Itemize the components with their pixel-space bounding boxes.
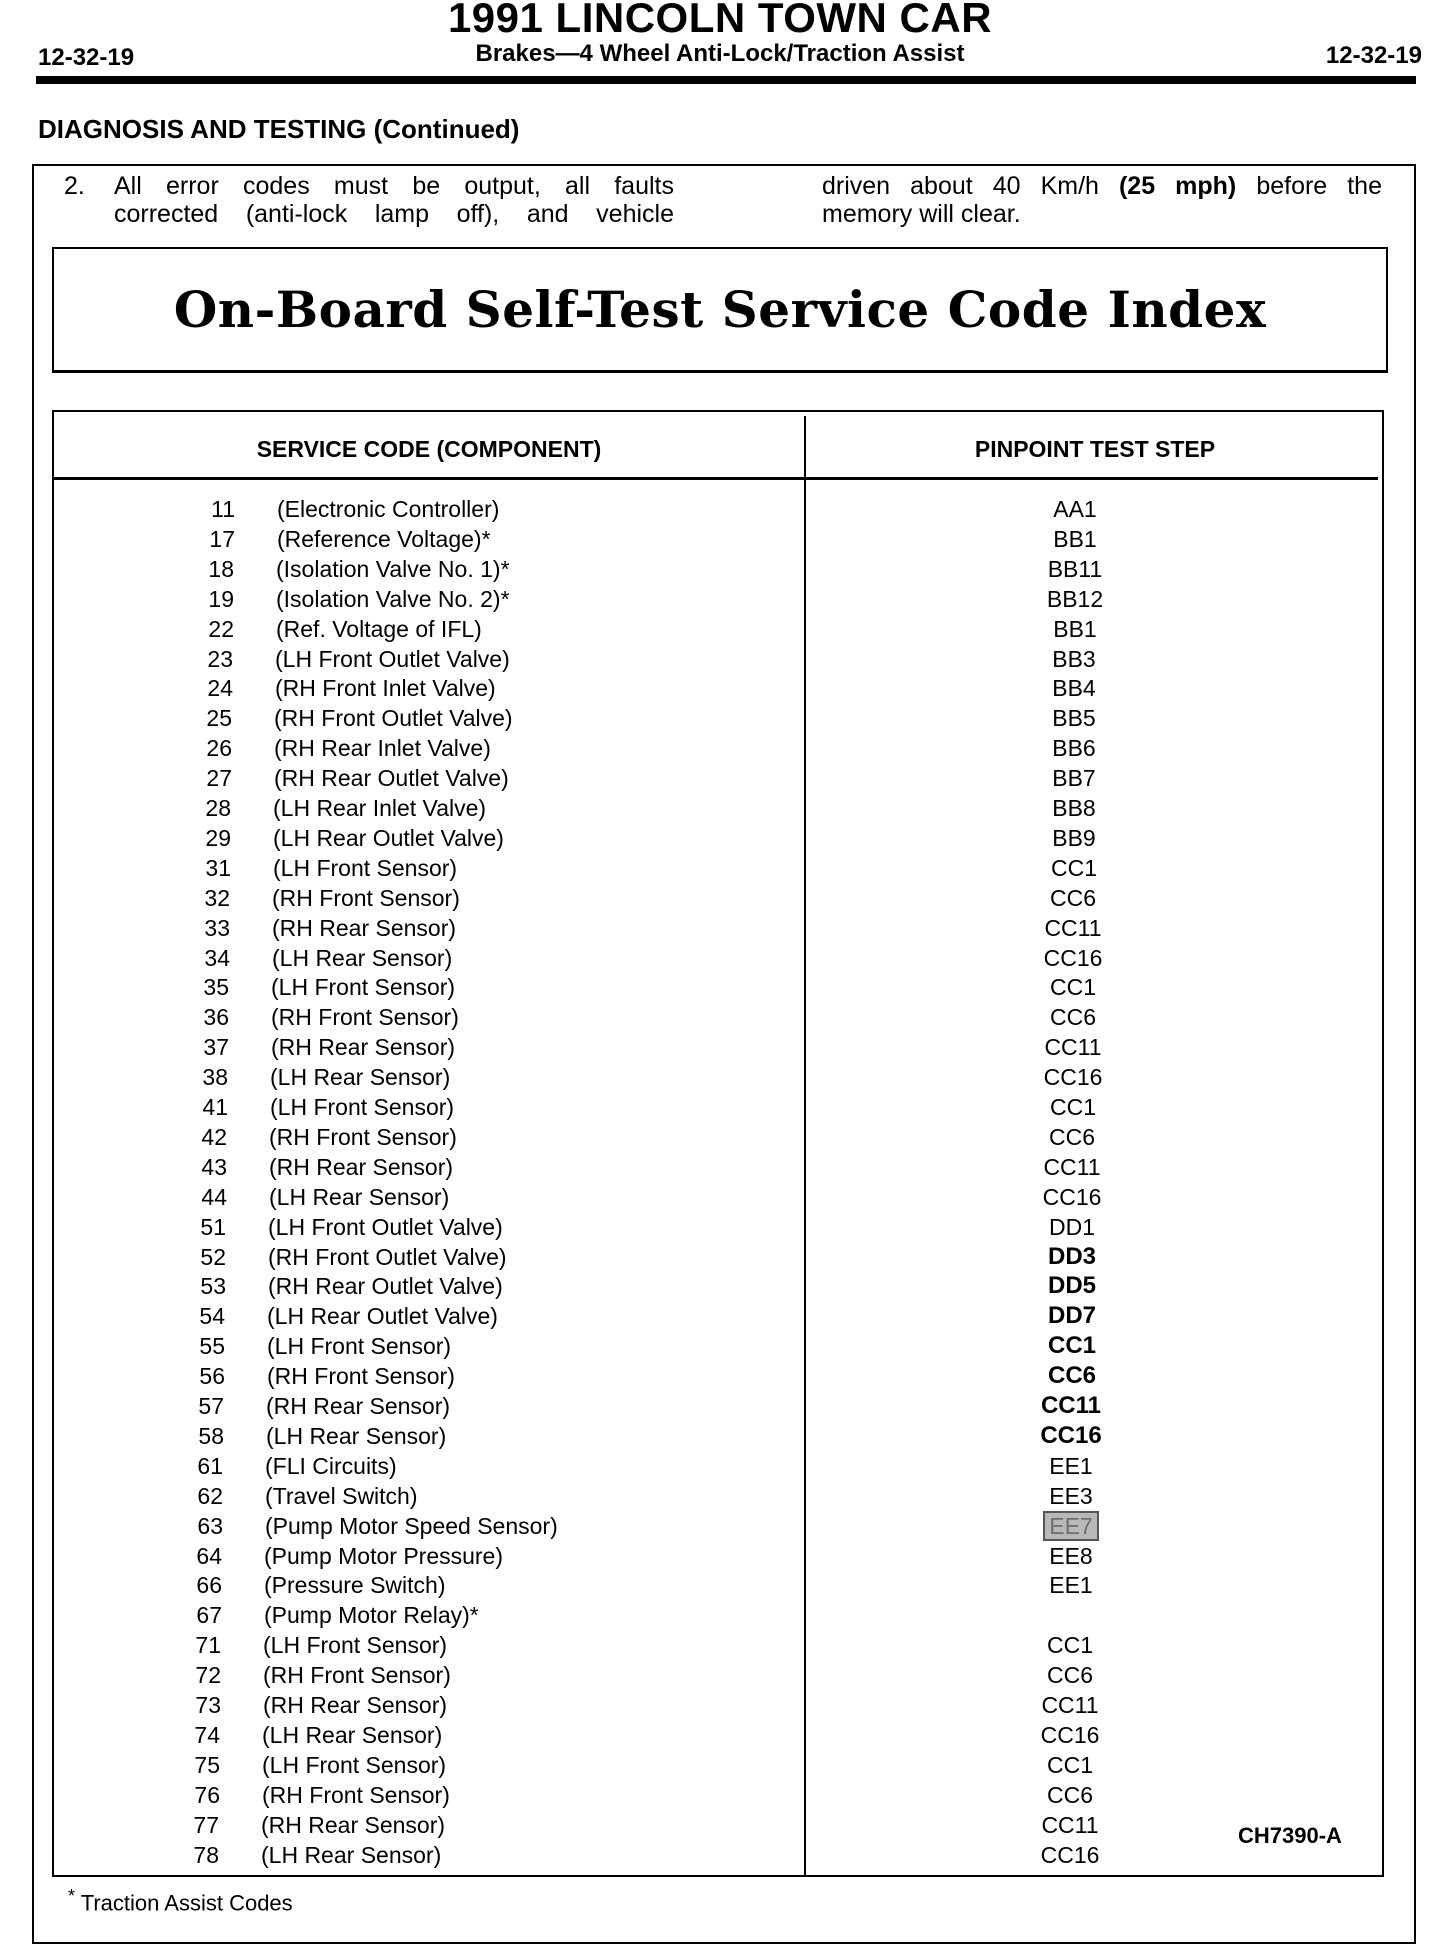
- pinpoint-test-step: [973, 883, 1173, 913]
- pinpoint-test-step: [970, 1750, 1170, 1780]
- component-name: (RH Rear Sensor): [272, 915, 457, 941]
- component-name: (LH Rear Sensor): [262, 1722, 443, 1748]
- service-code: 56: [199, 1363, 225, 1389]
- pinpoint-test-step: [974, 853, 1174, 883]
- pinpoint-test-step-value: DD1: [1048, 1214, 1095, 1240]
- component-name: (Reference Voltage)*: [277, 526, 491, 552]
- service-code: 17: [209, 526, 235, 552]
- component-name: (LH Rear Inlet Valve): [273, 795, 487, 821]
- service-code: 22: [208, 616, 234, 642]
- service-code: 31: [205, 855, 231, 881]
- component-name: (Electronic Controller): [277, 496, 500, 522]
- service-code: 32: [204, 885, 230, 911]
- pinpoint-test-step: [975, 614, 1175, 644]
- component-name: (RH Rear Inlet Valve): [274, 735, 491, 761]
- pinpoint-test-step: [974, 763, 1174, 793]
- component-name: (RH Front Outlet Valve): [274, 705, 513, 731]
- component-name: (LH Rear Outlet Valve): [273, 825, 504, 851]
- note-right-tail: before the: [1256, 172, 1382, 200]
- pinpoint-test-step: [974, 733, 1174, 763]
- service-code: 41: [202, 1094, 228, 1120]
- service-code: 76: [194, 1782, 220, 1808]
- pinpoint-test-step: [973, 1092, 1173, 1122]
- pinpoint-test-step: [971, 1421, 1171, 1451]
- pinpoint-test-step: [974, 703, 1174, 733]
- component-name: (LH Front Sensor): [263, 1632, 448, 1658]
- service-code: 74: [194, 1722, 220, 1748]
- pinpoint-test-step: [972, 1182, 1172, 1212]
- service-code: 61: [197, 1453, 223, 1479]
- service-code: 43: [201, 1154, 227, 1180]
- pinpoint-test-step-value: CC11: [1041, 1812, 1099, 1838]
- pinpoint-test-step-value: CC11: [1044, 1034, 1102, 1060]
- service-code: 44: [201, 1184, 227, 1210]
- pinpoint-test-step: [972, 1242, 1172, 1272]
- pinpoint-test-step: [972, 1152, 1172, 1182]
- pinpoint-test-step: [972, 1301, 1172, 1331]
- pinpoint-test-step: [970, 1690, 1170, 1720]
- service-code: 38: [202, 1064, 228, 1090]
- pinpoint-test-step: [971, 1451, 1171, 1481]
- component-name: (Travel Switch): [265, 1483, 418, 1509]
- component-name: (LH Front Sensor): [270, 1094, 455, 1120]
- component-name: (RH Front Sensor): [267, 1363, 455, 1389]
- page-number-left: 12-32-19: [38, 44, 135, 71]
- pinpoint-test-step-value: DD3: [1047, 1243, 1096, 1270]
- pinpoint-test-step-value: BB8: [1052, 795, 1096, 821]
- component-name: (LH Front Sensor): [271, 974, 456, 1000]
- service-code: 36: [203, 1004, 229, 1030]
- service-code: 24: [207, 675, 233, 701]
- service-code: 28: [205, 795, 231, 821]
- pinpoint-test-step-value: BB7: [1052, 765, 1096, 791]
- component-name: (RH Rear Sensor): [271, 1034, 456, 1060]
- pinpoint-test-step-value: DD5: [1047, 1272, 1096, 1299]
- pinpoint-test-step-value: CC6: [1048, 1124, 1095, 1150]
- pinpoint-test-step: [972, 1361, 1172, 1391]
- footnote: [68, 1886, 293, 1916]
- figure-id: CH7390-A: [1238, 1823, 1342, 1848]
- column-header-pinpoint-step: PINPOINT TEST STEP: [974, 436, 1216, 462]
- service-code: 26: [206, 735, 232, 761]
- component-name: (Pump Motor Relay)*: [264, 1602, 479, 1628]
- note-speed-mph: (25 mph): [1118, 172, 1237, 200]
- pinpoint-test-step-value: DD7: [1047, 1302, 1096, 1329]
- index-title: On-Board Self-Test Service Code Index: [173, 280, 1267, 339]
- component-name: (LH Front Outlet Valve): [268, 1214, 503, 1240]
- service-code: 77: [193, 1812, 219, 1838]
- pinpoint-test-step: [970, 1720, 1170, 1750]
- pinpoint-test-step: [975, 524, 1175, 554]
- service-code: 51: [200, 1214, 226, 1240]
- pinpoint-test-step-value: BB5: [1052, 705, 1096, 731]
- service-code: 71: [195, 1632, 221, 1658]
- pinpoint-test-step: [973, 913, 1173, 943]
- pinpoint-test-step-value: CC6: [1049, 885, 1096, 911]
- component-name: (LH Front Outlet Valve): [275, 646, 510, 672]
- pinpoint-test-step: [972, 1331, 1172, 1361]
- component-name: (Ref. Voltage of IFL): [276, 616, 482, 642]
- pinpoint-test-step-value: CC16: [1042, 1184, 1102, 1210]
- component-name: (LH Front Sensor): [267, 1333, 452, 1359]
- component-name: (RH Front Sensor): [272, 885, 460, 911]
- service-code: 62: [197, 1483, 223, 1509]
- pinpoint-test-step: [973, 972, 1173, 1002]
- pinpoint-test-step-value: BB1: [1053, 616, 1097, 642]
- service-code: 18: [208, 556, 234, 582]
- service-code: 33: [204, 915, 230, 941]
- component-name: (LH Front Sensor): [262, 1752, 447, 1778]
- component-name: (LH Rear Sensor): [272, 945, 453, 971]
- pinpoint-test-step-value: CC16: [1040, 1842, 1100, 1868]
- service-code: 73: [195, 1692, 221, 1718]
- pinpoint-test-step-value: CC16: [1040, 1722, 1100, 1748]
- pinpoint-test-step-value: BB1: [1053, 526, 1097, 552]
- component-name: (FLI Circuits): [265, 1453, 397, 1479]
- note-left-line-2: corrected (anti-lock lamp off), and vehicle: [114, 200, 674, 228]
- pinpoint-test-step-value: BB9: [1052, 825, 1096, 851]
- note-speed-kmh: driven about 40 Km/h: [822, 172, 1099, 200]
- document-title: 1991 LINCOLN TOWN CAR: [447, 0, 993, 41]
- service-code: 67: [196, 1602, 222, 1628]
- pinpoint-test-step-value: BB3: [1052, 646, 1096, 672]
- pinpoint-test-step: [975, 494, 1175, 524]
- service-code: 27: [206, 765, 232, 791]
- table-header-rule: [54, 477, 1378, 480]
- pinpoint-test-step: [970, 1660, 1170, 1690]
- component-name: (RH Rear Sensor): [263, 1692, 448, 1718]
- pinpoint-test-step-value: CC1: [1046, 1632, 1093, 1658]
- service-code: 34: [204, 945, 230, 971]
- note-left-line-1: All error codes must be output, all faults: [114, 172, 674, 200]
- service-code: 29: [205, 825, 231, 851]
- pinpoint-test-step-value: CC11: [1040, 1392, 1102, 1419]
- pinpoint-test-step-value: BB6: [1052, 735, 1096, 761]
- service-code: 55: [199, 1333, 225, 1359]
- pinpoint-test-step: [970, 1810, 1170, 1840]
- pinpoint-test-step-value: CC11: [1044, 915, 1102, 941]
- component-name: (Isolation Valve No. 1)*: [276, 556, 510, 582]
- table-column-divider: [804, 416, 806, 1877]
- pinpoint-test-step: [974, 793, 1174, 823]
- pinpoint-test-step: [970, 1840, 1170, 1870]
- pinpoint-test-step: [970, 1630, 1170, 1660]
- pinpoint-test-step: [972, 1212, 1172, 1242]
- pinpoint-test-step: [973, 943, 1173, 973]
- component-name: (LH Rear Sensor): [270, 1064, 451, 1090]
- service-code: 53: [200, 1273, 226, 1299]
- component-name: (LH Rear Sensor): [266, 1423, 447, 1449]
- pinpoint-test-step: [971, 1511, 1171, 1541]
- section-heading: DIAGNOSIS AND TESTING (Continued): [38, 114, 520, 144]
- service-code: 25: [206, 705, 232, 731]
- pinpoint-test-step-value: BB11: [1047, 556, 1103, 582]
- note-number: 2.: [64, 172, 85, 200]
- pinpoint-test-step: [973, 1062, 1173, 1092]
- component-name: (Pressure Switch): [264, 1572, 446, 1598]
- pinpoint-test-step: [974, 823, 1174, 853]
- component-name: (RH Front Inlet Valve): [275, 675, 496, 701]
- pinpoint-test-step-value: CC11: [1043, 1154, 1101, 1180]
- pinpoint-test-step-value: CC1: [1049, 974, 1096, 1000]
- service-code: 66: [196, 1572, 222, 1598]
- pinpoint-test-step: [974, 644, 1174, 674]
- component-name: (RH Rear Outlet Valve): [268, 1273, 503, 1299]
- pinpoint-test-step-value: EE3: [1049, 1483, 1093, 1509]
- component-name: (Pump Motor Speed Sensor): [265, 1513, 558, 1539]
- footnote-mark: *: [68, 1886, 76, 1906]
- pinpoint-test-step-value: CC1: [1049, 1094, 1096, 1120]
- pinpoint-test-step-value: CC6: [1049, 1004, 1096, 1030]
- pinpoint-test-step: [971, 1570, 1171, 1600]
- pinpoint-test-step-value: CC1: [1046, 1752, 1093, 1778]
- pinpoint-test-step: [970, 1780, 1170, 1810]
- component-name: (Isolation Valve No. 2)*: [276, 586, 510, 612]
- service-code: 75: [194, 1752, 220, 1778]
- service-code: 35: [203, 974, 229, 1000]
- component-name: (RH Front Sensor): [271, 1004, 459, 1030]
- service-code: 58: [198, 1423, 224, 1449]
- pinpoint-test-step-value: EE7: [1045, 1513, 1096, 1539]
- component-name: (RH Rear Sensor): [261, 1812, 446, 1838]
- pinpoint-test-step: [974, 673, 1174, 703]
- document-subtitle: Brakes—4 Wheel Anti-Lock/Traction Assist: [475, 40, 965, 67]
- service-code: 42: [201, 1124, 227, 1150]
- pinpoint-test-step: [973, 1032, 1173, 1062]
- component-name: (Pump Motor Pressure): [264, 1543, 504, 1569]
- pinpoint-test-step-value: CC16: [1043, 1064, 1103, 1090]
- index-title-box: [52, 247, 1388, 373]
- pinpoint-test-step: [971, 1391, 1171, 1421]
- pinpoint-test-step: [971, 1541, 1171, 1571]
- service-code: 63: [197, 1513, 223, 1539]
- pinpoint-test-step-value: CC11: [1041, 1692, 1099, 1718]
- pinpoint-test-step-value: CC6: [1047, 1362, 1096, 1389]
- component-name: (RH Front Outlet Valve): [268, 1244, 507, 1270]
- service-code-table: [52, 410, 1384, 1877]
- component-name: (LH Rear Sensor): [261, 1842, 442, 1868]
- service-code: 52: [200, 1244, 226, 1270]
- component-name: (RH Rear Outlet Valve): [274, 765, 509, 791]
- column-header-service-code: SERVICE CODE (COMPONENT): [256, 436, 602, 462]
- pinpoint-test-step-value: CC1: [1047, 1332, 1096, 1359]
- component-name: (LH Rear Outlet Valve): [267, 1303, 498, 1329]
- service-code: 64: [196, 1543, 222, 1569]
- pinpoint-test-step-value: EE1: [1049, 1572, 1093, 1598]
- header-rule: [36, 76, 1416, 84]
- note-right-line-2: memory will clear.: [822, 200, 1021, 228]
- pinpoint-test-step: [975, 554, 1175, 584]
- page-number-right: 12-32-19: [1325, 42, 1422, 69]
- service-code: 11: [211, 496, 235, 522]
- pinpoint-test-step-value: CC16: [1040, 1422, 1102, 1449]
- pinpoint-test-step: [975, 584, 1175, 614]
- pinpoint-test-step: [971, 1481, 1171, 1511]
- service-code: 78: [193, 1842, 219, 1868]
- component-name: (RH Front Sensor): [269, 1124, 457, 1150]
- service-code: 57: [198, 1393, 224, 1419]
- component-name: (RH Front Sensor): [263, 1662, 451, 1688]
- pinpoint-test-step: [972, 1271, 1172, 1301]
- pinpoint-test-step-value: BB4: [1052, 675, 1096, 701]
- pinpoint-test-step-value: AA1: [1053, 496, 1097, 522]
- footnote-text: Traction Assist Codes: [80, 1890, 293, 1916]
- component-name: (RH Front Sensor): [262, 1782, 450, 1808]
- component-name: (LH Front Sensor): [273, 855, 458, 881]
- service-code: 37: [203, 1034, 229, 1060]
- pinpoint-test-step-value: CC16: [1043, 945, 1103, 971]
- pinpoint-test-step-value: CC6: [1046, 1782, 1093, 1808]
- component-name: (RH Rear Sensor): [266, 1393, 451, 1419]
- service-code: 23: [207, 646, 233, 672]
- pinpoint-test-step: [973, 1002, 1173, 1032]
- service-code: 19: [208, 586, 234, 612]
- pinpoint-test-step: [972, 1122, 1172, 1152]
- service-code: 72: [195, 1662, 221, 1688]
- pinpoint-test-step-value: BB12: [1046, 586, 1104, 612]
- note-right-line-1: [822, 172, 1382, 200]
- pinpoint-test-step-value: CC6: [1046, 1662, 1093, 1688]
- pinpoint-test-step-value: CC1: [1050, 855, 1097, 881]
- pinpoint-test-step-value: EE8: [1049, 1543, 1093, 1569]
- service-code: 54: [199, 1303, 225, 1329]
- component-name: (LH Rear Sensor): [269, 1184, 450, 1210]
- component-name: (RH Rear Sensor): [269, 1154, 454, 1180]
- pinpoint-test-step-value: EE1: [1049, 1453, 1093, 1479]
